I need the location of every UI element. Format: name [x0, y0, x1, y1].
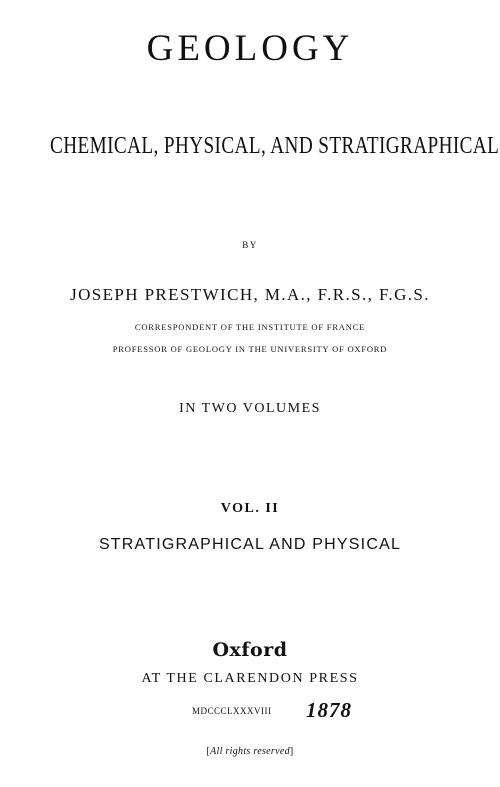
book-subtitle: CHEMICAL, PHYSICAL, AND STRATIGRAPHICAL — [50, 133, 500, 159]
handwritten-year-annotation: 1878 — [306, 698, 352, 722]
by-line: BY — [242, 240, 258, 250]
rights-close-bracket: ] — [289, 746, 294, 757]
author-credential-institute: CORRESPONDENT OF THE INSTITUTE OF FRANCE — [134, 322, 366, 332]
book-title: GEOLOGY — [146, 28, 354, 69]
rights-open-bracket: [ — [206, 746, 211, 757]
volume-number: VOL. II — [220, 501, 280, 516]
imprint-press: AT THE CLARENDON PRESS — [141, 671, 359, 686]
rights-text: All rights reserved — [210, 746, 290, 757]
imprint-city: Oxford — [212, 639, 288, 661]
author-name: JOSEPH PRESTWICH, M.A., F.R.S., F.G.S. — [70, 285, 430, 304]
rights-notice — [0, 747, 500, 757]
imprint-year-roman: MDCCCLXXXVIII — [192, 706, 272, 716]
author-credential-professor: PROFESSOR OF GEOLOGY IN THE UNIVERSITY OF OXFORD — [112, 344, 388, 354]
volume-title: STRATIGRAPHICAL AND PHYSICAL — [98, 536, 402, 553]
volumes-note: IN TWO VOLUMES — [179, 401, 321, 416]
